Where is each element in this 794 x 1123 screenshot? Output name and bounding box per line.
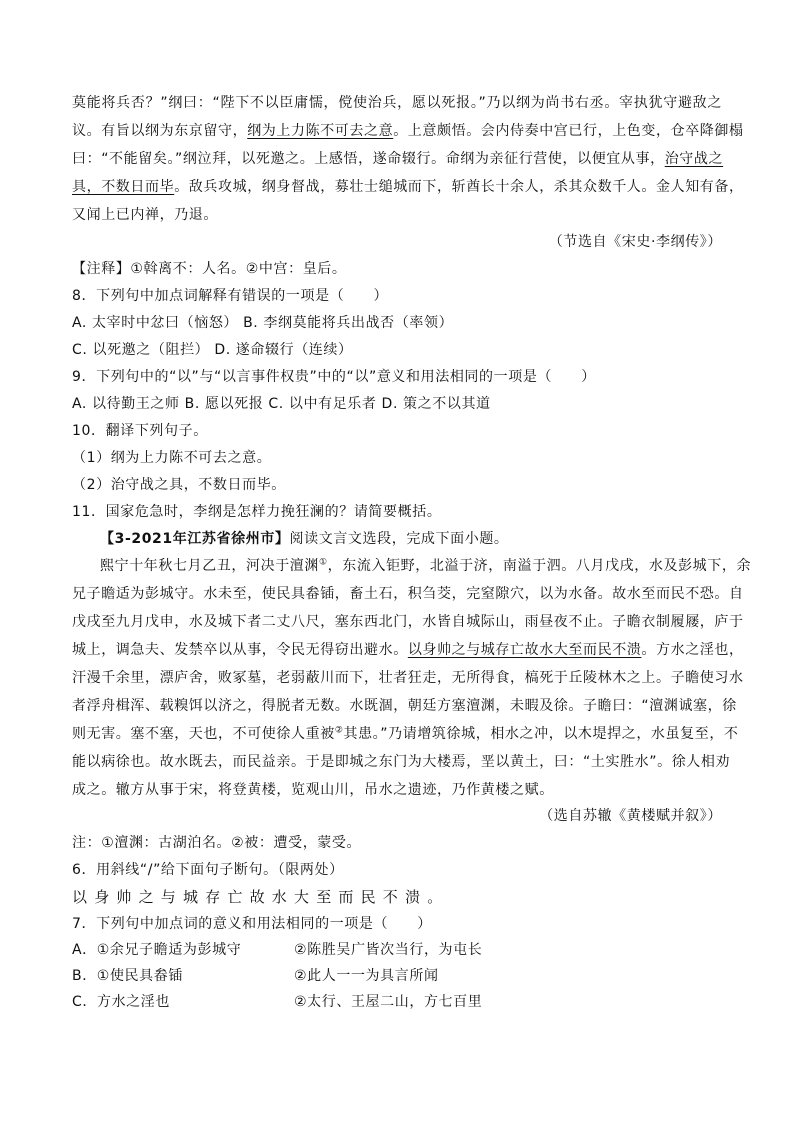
passage2-line: 汗漫千余里，漂庐舍，败冢墓，老弱蔽川而下，壮者狂走，无所得食，槁死于丘陵林木之上。子瞻使习水 — [72, 670, 744, 686]
passage1-line: 议。有旨以纲为东京留守，纲为上力陈不可去之意。上意颇悟。会内侍奏中宫已行，上色变，仓卒降御榻 — [72, 123, 744, 139]
underlined-sentence: 以身帅之与城存亡故水大至而民不溃 — [407, 642, 642, 658]
notes2: 注：①澶渊：古湖泊名。②被：遭受，蒙受。 — [72, 835, 362, 851]
passage2-line: 能以病徐也。故水既去，而民益亲。于是即城之东门为大楼焉，垩以黄土，曰：“土实胜水”。徐人相劝 — [72, 754, 731, 770]
question-7-option-c: C．方水之淫也 ②太行、王屋二山，方七百里 — [72, 994, 483, 1010]
source-tag: 【3-2021年江苏省徐州市】 — [100, 531, 290, 547]
passage2-heading: 【3-2021年江苏省徐州市】阅读文言文选段，完成下面小题。 — [100, 531, 509, 547]
question-6-stem: 6．用斜线“/”给下面句子断句。（限两处） — [72, 862, 344, 878]
passage2-line: 城上，调急夫、发禁卒以从事，令民无得窃出避水。以身帅之与城存亡故水大至而民不溃。方水之淫也， — [72, 642, 744, 658]
passage1-line: 具，不数日而毕。敌兵攻城，纲身督战，募壮士缒城而下，斩酋长十余人，杀其众数千人。金人知有备， — [72, 179, 744, 195]
question-9-stem: 9．下列句中的“以”与“以言事件权贵”中的“以”意义和用法相同的一项是（ ） — [72, 369, 596, 385]
question-7-option-a: A．①余兄子瞻适为彭城守 ②陈胜吴广皆次当行，为屯长 — [72, 942, 483, 958]
question-8-stem: 8．下列句中加点词解释有错误的一项是（ ） — [72, 288, 389, 304]
question-8-options-cd: C. 以死邀之（阻拦） D. 遂命辍行（连续） — [72, 342, 353, 358]
passage1-source: （节选自《宋史·李纲传》） — [548, 234, 722, 250]
passage2-line: 戊戌至九月戊申，水及城下者二丈八尺，塞东西北门，水皆自城际山，雨昼夜不止。子瞻衣制履屦，庐于 — [72, 614, 744, 630]
footnote-marker: ① — [319, 557, 328, 568]
underlined-sentence: 治守战之 — [664, 151, 724, 167]
question-7-stem: 7．下列句中加点词的意义和用法相同的一项是（ ） — [72, 916, 432, 932]
passage2-line: 熙宁十年秋七月乙丑，河决于澶渊①，东流入钜野，北溢于济，南溢于泗。八月戊戌，水及彭城下，余 — [100, 557, 752, 574]
passage2-line: 兄子瞻适为彭城守。水未至，使民具畚锸，畜土石，积刍茭，完窒隙穴，以为水备。故水至而民不恐。自 — [72, 586, 744, 602]
question-6-sentence: 以身帅之与城存亡故水大至而民不溃。 — [72, 888, 450, 906]
passage1-line: 莫能将兵否？”纲曰：“陛下不以臣庸懦，傥使治兵，愿以死报。”乃以纲为尚书右丞。宰执犹守避敌之 — [72, 95, 722, 111]
question-10-stem: 10．翻译下列句子。 — [72, 423, 208, 439]
question-11-stem: 11．国家危急时，李纲是怎样力挽狂澜的？请简要概括。 — [72, 504, 442, 520]
footnote-marker: ② — [334, 725, 344, 736]
underlined-sentence: 纲为上力陈不可去之意 — [247, 123, 394, 139]
passage2-line: 则无害。塞不塞，天也，不可使徐人重被②其患。”乃请增筑徐城，相水之冲，以木堤捍之，水虽复至，不 — [72, 725, 739, 742]
question-9-options: A. 以待勤王之师 B. 愿以死报 C. 以中有足乐者 D. 策之不以其道 — [72, 396, 491, 412]
question-10-sentence-1: （1）纲为上力陈不可去之意。 — [72, 450, 272, 466]
passage2-source: （选自苏辙《黄楼赋并叙》） — [539, 808, 722, 824]
question-10-sentence-2: （2）治守战之具，不数日而毕。 — [72, 477, 286, 493]
underlined-sentence: 具，不数日而毕 — [72, 179, 175, 195]
passage2-line: 者浮舟楫浑、载糗饵以济之，得脱者无数。水既涸，朝廷方塞澶渊，未暇及徐。子瞻曰：“澶渊诚塞，徐 — [72, 698, 737, 714]
notes1: 【注释】①斡离不：人名。②中宫：皇后。 — [72, 261, 347, 277]
question-8-options-ab: A. 太宰时中忿曰（恼怒） B. 李纲莫能将兵出战否（率领） — [72, 315, 454, 331]
question-7-option-b: B．①使民具畚锸 ②此人一一为具言所闻 — [72, 968, 439, 984]
passage2-line: 成之。辙方从事于宋，将登黄楼，览观山川，吊水之遗迹，乃作黄楼之赋。 — [72, 782, 554, 798]
passage1-line: 曰：“不能留矣。”纲泣拜，以死邀之。上感悟，遂命辍行。命纲为亲征行营使，以便宜从事，治守战之 — [72, 151, 724, 167]
passage1-line: 又闻上已内禅，乃退。 — [72, 207, 218, 223]
